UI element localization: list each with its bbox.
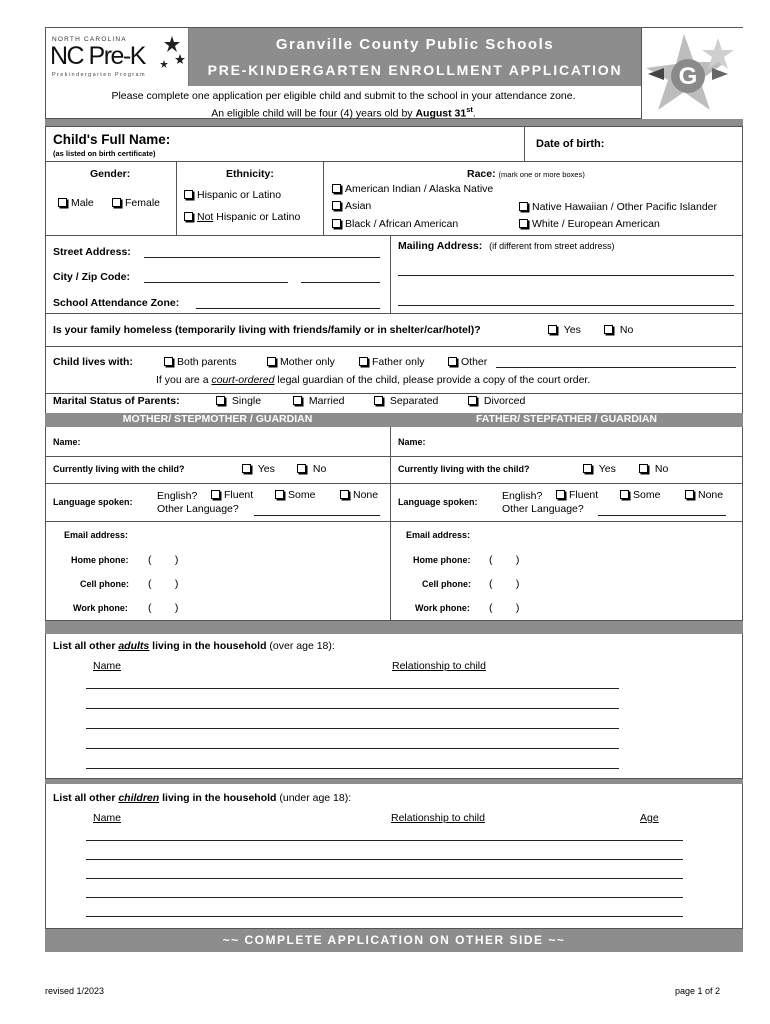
father-cell-paren: ( ) xyxy=(489,578,520,590)
separated-checkbox[interactable] xyxy=(374,396,383,405)
separated-option[interactable] xyxy=(374,395,438,407)
father-email-label[interactable]: Email address: xyxy=(406,530,471,540)
children-heading-b: children xyxy=(118,792,160,804)
mother-fluent-checkbox[interactable] xyxy=(211,490,220,499)
adult-row-4[interactable] xyxy=(86,748,619,749)
father-work-phone[interactable]: Work phone: xyxy=(415,603,470,613)
father-fluent-checkbox[interactable] xyxy=(556,490,565,499)
city-zip-label: City / Zip Code: xyxy=(53,271,130,283)
race-ai-checkbox[interactable] xyxy=(332,184,341,193)
married-checkbox[interactable] xyxy=(293,396,302,405)
female-label: Female xyxy=(125,197,161,209)
children-section xyxy=(45,784,743,929)
race-asian-checkbox[interactable] xyxy=(332,201,341,210)
form-header xyxy=(45,27,743,119)
mother-name-label[interactable]: Name: xyxy=(53,437,81,447)
children-heading-a: List all other xyxy=(53,792,119,804)
race-note: (mark one or more boxes) xyxy=(498,170,585,179)
intro-period: . xyxy=(472,107,476,120)
lives-with-row xyxy=(45,346,743,394)
address-row xyxy=(45,235,743,314)
male-checkbox[interactable] xyxy=(58,198,67,207)
gender-label: Gender: xyxy=(90,168,131,180)
father-home-paren: ( ) xyxy=(489,554,520,566)
court-order-note xyxy=(156,374,590,386)
hispanic-checkbox[interactable] xyxy=(184,190,193,199)
child-row-1[interactable] xyxy=(86,840,683,841)
street-field[interactable] xyxy=(144,257,380,258)
marital-row xyxy=(45,393,743,413)
not-hispanic-checkbox[interactable] xyxy=(184,212,193,221)
not-word: Not xyxy=(197,211,214,223)
separated-label: Separated xyxy=(389,395,439,407)
logo-text-top: NORTH CAROLINA xyxy=(52,36,127,43)
father-yes-checkbox[interactable] xyxy=(583,464,592,473)
logo-text-sub: Prekindergarten Program xyxy=(52,72,146,78)
race-white-checkbox[interactable] xyxy=(519,219,528,228)
child-name-row xyxy=(45,126,743,162)
race-white-label: White / European American xyxy=(532,218,660,230)
gender-female-option[interactable] xyxy=(112,197,160,209)
logo-text-main: NC Pre-K xyxy=(50,42,145,70)
ethnicity-label: Ethnicity: xyxy=(226,168,274,180)
father-english-q: English? xyxy=(502,490,543,502)
mother-yes-checkbox[interactable] xyxy=(242,464,251,473)
dob-label[interactable]: Date of birth: xyxy=(536,138,605,150)
children-heading-d: (under age 18): xyxy=(276,792,352,804)
mother-living-label: Currently living with the child? xyxy=(53,464,185,474)
mailing-header xyxy=(398,240,615,252)
adults-heading xyxy=(53,640,335,652)
mother-living-no[interactable] xyxy=(297,463,326,475)
father-some-label: Some xyxy=(633,489,661,501)
married-label: Married xyxy=(308,395,345,407)
male-label: Male xyxy=(71,197,94,209)
demographics-row xyxy=(45,161,743,236)
race-header xyxy=(467,168,585,180)
mother-header: MOTHER/ STEPMOTHER / GUARDIAN xyxy=(122,413,313,425)
race-white-option[interactable] xyxy=(519,218,660,230)
adults-col-rel: Relationship to child xyxy=(392,660,486,672)
father-living-label: Currently living with the child? xyxy=(398,464,530,474)
children-col-age: Age xyxy=(640,812,659,824)
adults-heading-d: (over age 18): xyxy=(266,640,335,652)
single-option[interactable] xyxy=(216,395,261,407)
court-note-b: court-ordered xyxy=(211,374,275,386)
column-divider xyxy=(524,127,525,161)
continue-banner-text: ~~ COMPLETE APPLICATION ON OTHER SIDE ~~ xyxy=(222,933,566,947)
mailing-note: (if different from street address) xyxy=(489,241,615,251)
mother-only-checkbox[interactable] xyxy=(267,357,276,366)
child-name-label[interactable]: Child's Full Name: xyxy=(53,132,171,147)
row-divider xyxy=(46,483,742,484)
father-no-label: No xyxy=(654,463,669,475)
homeless-yes-checkbox[interactable] xyxy=(548,325,557,334)
child-row-5[interactable] xyxy=(86,916,683,917)
father-some-option[interactable] xyxy=(620,489,660,501)
adult-row-5[interactable] xyxy=(86,768,619,769)
father-fluent-label: Fluent xyxy=(569,489,599,501)
column-divider xyxy=(176,161,177,235)
other-option[interactable] xyxy=(448,356,487,368)
children-heading xyxy=(53,792,351,804)
hispanic-label: Hispanic or Latino xyxy=(197,189,282,201)
children-heading-c: living in the household xyxy=(159,792,277,804)
intro-text xyxy=(46,86,641,120)
single-checkbox[interactable] xyxy=(216,396,225,405)
adults-col-name: Name xyxy=(93,660,122,672)
both-parents-checkbox[interactable] xyxy=(164,357,173,366)
father-work-paren: ( ) xyxy=(489,602,520,614)
mother-other-lang: Other Language? xyxy=(157,503,239,515)
father-name-label[interactable]: Name: xyxy=(398,437,426,447)
district-name: Granville County Public Schools xyxy=(275,36,555,53)
adult-row-2[interactable] xyxy=(86,708,619,709)
race-black-checkbox[interactable] xyxy=(332,219,341,228)
father-header: FATHER/ STEPFATHER / GUARDIAN xyxy=(475,413,658,425)
father-living-yes[interactable] xyxy=(583,463,616,475)
mother-home-phone[interactable]: Home phone: xyxy=(71,555,129,565)
father-other-lang: Other Language? xyxy=(502,503,584,515)
race-black-label: Black / African American xyxy=(345,218,459,230)
lives-with-label: Child lives with: xyxy=(53,356,133,368)
father-home-phone[interactable]: Home phone: xyxy=(413,555,471,565)
mother-only-label: Mother only xyxy=(280,356,335,368)
adults-heading-c: living in the household xyxy=(149,640,267,652)
homeless-no-label: No xyxy=(619,324,634,336)
race-ai-label: American Indian / Alaska Native xyxy=(345,183,494,195)
marital-label: Marital Status of Parents: xyxy=(53,395,180,407)
mother-fluent-option[interactable] xyxy=(211,489,253,501)
homeless-yes-option[interactable] xyxy=(548,324,581,336)
nc-prek-logo xyxy=(46,28,189,86)
father-none-option[interactable] xyxy=(685,489,723,501)
intro-eligibility-text: An eligible child will be four (4) years old by xyxy=(211,107,416,120)
adults-section xyxy=(45,634,743,779)
mailing-field-1[interactable] xyxy=(398,275,734,276)
mother-english-q: English? xyxy=(157,490,198,502)
father-no-checkbox[interactable] xyxy=(639,464,648,473)
married-option[interactable] xyxy=(293,395,345,407)
attendance-zone-label: School Attendance Zone: xyxy=(53,297,180,309)
race-nh-option[interactable] xyxy=(519,201,717,213)
zip-field[interactable] xyxy=(301,282,380,283)
section-divider xyxy=(45,621,743,634)
mother-email-label[interactable]: Email address: xyxy=(64,530,129,540)
child-row-3[interactable] xyxy=(86,878,683,879)
father-language-label: Language spoken: xyxy=(398,497,478,507)
mother-some-checkbox[interactable] xyxy=(275,490,284,499)
race-nh-checkbox[interactable] xyxy=(519,202,528,211)
child-name-note: (as listed on birth certificate) xyxy=(53,149,156,158)
other-field[interactable] xyxy=(496,367,736,368)
title-band xyxy=(189,28,641,86)
mother-language-label: Language spoken: xyxy=(53,497,133,507)
homeless-question: Is your family homeless (temporarily living with friends/family or in shelter/car/hotel)? xyxy=(53,324,481,336)
father-yes-label: Yes xyxy=(598,463,616,475)
mother-other-lang-field[interactable] xyxy=(254,515,380,516)
not-hispanic-option[interactable] xyxy=(184,211,300,223)
race-asian-label: Asian xyxy=(345,200,372,212)
mother-none-checkbox[interactable] xyxy=(340,490,349,499)
father-fluent-option[interactable] xyxy=(556,489,598,501)
single-label: Single xyxy=(231,395,262,407)
mother-some-label: Some xyxy=(288,489,316,501)
row-divider xyxy=(46,456,742,457)
other-label: Other xyxy=(461,356,488,368)
header-divider xyxy=(45,119,743,126)
parents-section xyxy=(45,427,743,621)
homeless-row xyxy=(45,313,743,347)
granville-g-logo xyxy=(641,28,744,120)
father-only-label: Father only xyxy=(372,356,425,368)
homeless-no-option[interactable] xyxy=(604,324,633,336)
children-col-name: Name xyxy=(93,812,122,824)
father-none-checkbox[interactable] xyxy=(685,490,694,499)
logo-stars-icon xyxy=(158,34,186,74)
mailing-field-2[interactable] xyxy=(398,305,734,306)
homeless-no-checkbox[interactable] xyxy=(604,325,613,334)
page-number: page 1 of 2 xyxy=(675,986,721,996)
child-row-4[interactable] xyxy=(86,897,683,898)
intro-date-suffix: st xyxy=(466,105,473,114)
divorced-checkbox[interactable] xyxy=(468,396,477,405)
svg-text:G: G xyxy=(678,63,698,90)
mailing-label: Mailing Address: xyxy=(398,240,483,252)
revised-date: revised 1/2023 xyxy=(45,986,105,996)
intro-date: August 31 xyxy=(415,107,467,120)
mother-only-option[interactable] xyxy=(267,356,335,368)
mother-cell-phone[interactable]: Cell phone: xyxy=(80,579,129,589)
race-ai-option[interactable] xyxy=(332,183,493,195)
child-row-2[interactable] xyxy=(86,859,683,860)
other-checkbox[interactable] xyxy=(448,357,457,366)
father-only-checkbox[interactable] xyxy=(359,357,368,366)
mother-work-paren: ( ) xyxy=(148,602,179,614)
column-divider xyxy=(323,161,324,235)
mother-work-phone[interactable]: Work phone: xyxy=(73,603,128,613)
divorced-label: Divorced xyxy=(483,395,526,407)
mother-yes-label: Yes xyxy=(257,463,275,475)
father-some-checkbox[interactable] xyxy=(620,490,629,499)
court-note-a: If you are a xyxy=(156,374,212,386)
court-note-c: legal guardian of the child, please provide a copy of the court order. xyxy=(274,374,591,386)
race-black-option[interactable] xyxy=(332,218,458,230)
mother-no-label: No xyxy=(312,463,327,475)
mother-home-paren: ( ) xyxy=(148,554,179,566)
race-label: Race: xyxy=(467,168,496,180)
father-other-lang-field[interactable] xyxy=(598,515,726,516)
adult-row-1[interactable] xyxy=(86,688,619,689)
parent-headers xyxy=(45,413,743,427)
mother-none-label: None xyxy=(353,489,379,501)
not-hispanic-label: Hispanic or Latino xyxy=(213,211,301,223)
race-nh-label: Native Hawaiian / Other Pacific Islander xyxy=(532,201,717,213)
mother-fluent-label: Fluent xyxy=(224,489,254,501)
both-parents-label: Both parents xyxy=(177,356,237,368)
page-title: PRE-KINDERGARTEN ENROLLMENT APPLICATION xyxy=(207,62,623,78)
mother-some-option[interactable] xyxy=(275,489,315,501)
attendance-zone-field[interactable] xyxy=(196,308,380,309)
mother-none-option[interactable] xyxy=(340,489,378,501)
adult-row-3[interactable] xyxy=(86,728,619,729)
adults-heading-a: List all other xyxy=(53,640,119,652)
children-col-rel: Relationship to child xyxy=(391,812,485,824)
intro-line-1: Please complete one application per eligible child and submit to the school in your attendance zone. xyxy=(111,90,576,102)
mother-no-checkbox[interactable] xyxy=(297,464,306,473)
divorced-option[interactable] xyxy=(468,395,525,407)
both-parents-option[interactable] xyxy=(164,356,237,368)
mother-cell-paren: ( ) xyxy=(148,578,179,590)
adults-heading-b: adults xyxy=(118,640,150,652)
city-field[interactable] xyxy=(144,282,288,283)
hispanic-option[interactable] xyxy=(184,189,281,201)
female-checkbox[interactable] xyxy=(112,198,121,207)
mother-living-yes[interactable] xyxy=(242,463,275,475)
granville-star-icon xyxy=(642,28,745,120)
race-asian-option[interactable] xyxy=(332,200,371,212)
column-divider xyxy=(390,235,391,313)
row-divider xyxy=(46,521,742,522)
father-none-label: None xyxy=(698,489,724,501)
street-label: Street Address: xyxy=(53,246,131,258)
father-living-no[interactable] xyxy=(639,463,668,475)
intro-line-2 xyxy=(46,103,641,121)
homeless-yes-label: Yes xyxy=(563,324,581,336)
continue-banner xyxy=(45,929,743,952)
father-only-option[interactable] xyxy=(359,356,425,368)
gender-male-option[interactable] xyxy=(58,197,94,209)
father-cell-phone[interactable]: Cell phone: xyxy=(422,579,471,589)
